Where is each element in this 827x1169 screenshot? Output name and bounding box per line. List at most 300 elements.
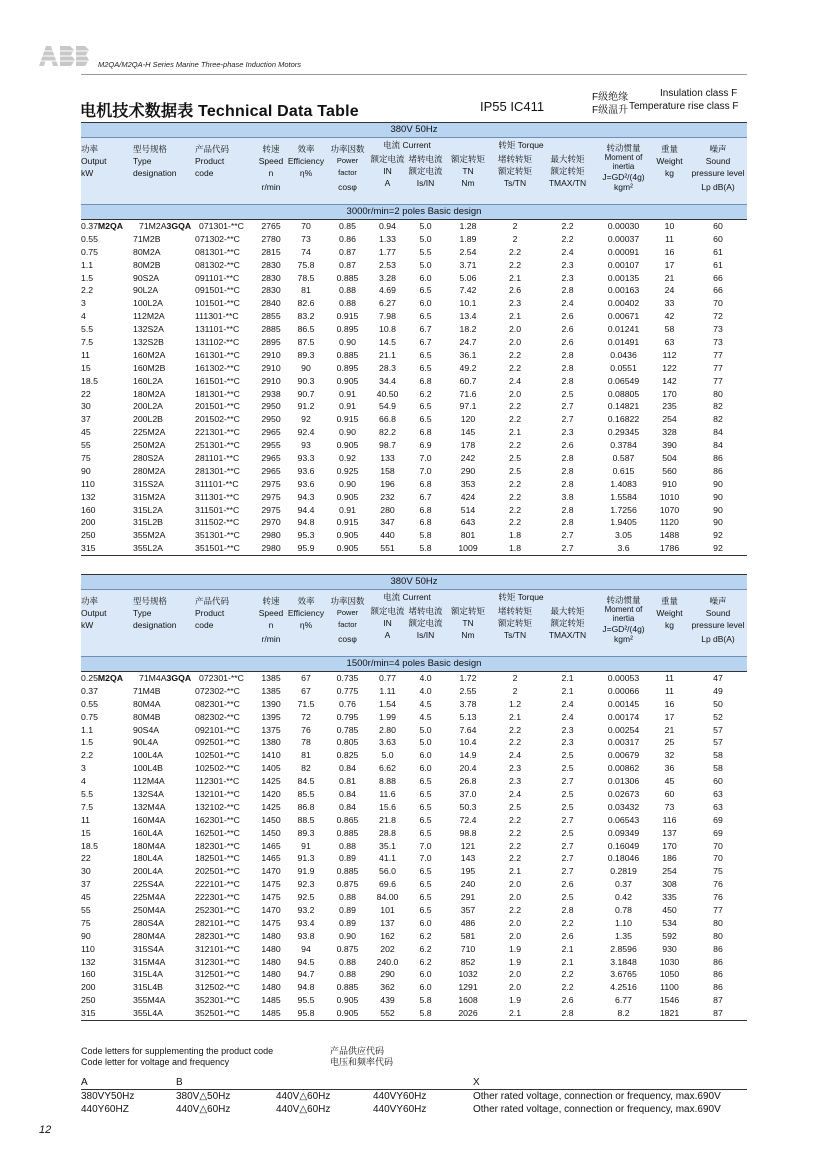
cell-tn: 2.55 xyxy=(459,685,477,696)
cell-tn: 486 xyxy=(460,917,476,928)
cell-lp: 63 xyxy=(713,801,723,812)
header-isin: 堵转电流 额定电流 Is/IN xyxy=(408,606,443,640)
cell-in: 240.0 xyxy=(376,956,399,967)
cell-code: 071302-**C xyxy=(195,233,240,244)
cell-isin: 6.5 xyxy=(419,866,432,877)
cell-lp: 47 xyxy=(713,673,723,683)
table-row xyxy=(81,801,747,814)
cell-in: 2.53 xyxy=(379,259,396,270)
cell-type: 200L2A xyxy=(133,401,163,412)
cell-isin: 6.8 xyxy=(419,517,432,528)
voltage-code-cell: 440V△60Hz xyxy=(276,1091,331,1102)
table-row xyxy=(81,904,747,917)
cell-eff: 94.7 xyxy=(297,969,315,980)
cell-tmax: 2.4 xyxy=(561,246,574,257)
cell-tstn: 2.2 xyxy=(508,246,522,257)
cell-in: 15.6 xyxy=(379,801,396,812)
header-isin: 堵转电流 额定电流 Is/IN xyxy=(408,154,443,188)
cell-pf: 0.925 xyxy=(336,465,359,476)
cell-lp: 92 xyxy=(713,530,723,541)
cell-tstn: 2.2 xyxy=(508,517,522,528)
cell-w: 36 xyxy=(664,763,675,774)
cell-tn: 2.54 xyxy=(459,246,477,257)
cell-tn: 13.4 xyxy=(459,311,477,322)
cell-tstn: 2.1 xyxy=(508,1008,522,1019)
cell-tn: 49.2 xyxy=(459,362,477,373)
cell-pf: 0.825 xyxy=(336,750,359,761)
cell-pf: 0.805 xyxy=(336,737,359,748)
cell-in: 0.77 xyxy=(379,673,396,683)
cell-j: 3.6765 xyxy=(610,969,637,980)
cell-lp: 52 xyxy=(713,711,723,722)
cell-tstn: 2.1 xyxy=(508,272,522,283)
cell-isin: 6.0 xyxy=(419,272,432,283)
cell-pf: 0.89 xyxy=(339,853,356,864)
cell-tn: 291 xyxy=(460,892,476,903)
table-row xyxy=(81,478,747,491)
cell-tstn: 1.2 xyxy=(508,698,522,709)
cell-type: 100L2A xyxy=(133,298,163,309)
cell-tn: 71.6 xyxy=(459,388,477,399)
cell-speed: 1480 xyxy=(261,982,281,993)
cell-tstn: 2.0 xyxy=(508,337,522,348)
cell-code: 071301-**C xyxy=(199,221,244,231)
cell-tstn: 2.0 xyxy=(508,892,522,903)
cell-tmax: 2.8 xyxy=(561,362,574,373)
cell-lp: 57 xyxy=(713,724,723,735)
cell-j: 0.01491 xyxy=(607,337,640,348)
cell-code: 202501-**C xyxy=(195,866,240,877)
cell-tn: 10.4 xyxy=(459,737,477,748)
cell-tn: 60.7 xyxy=(459,375,477,386)
cell-speed: 2895 xyxy=(261,337,281,348)
cell-tn: 120 xyxy=(460,414,476,425)
cell-w: 170 xyxy=(662,840,677,851)
cell-w: 235 xyxy=(662,401,677,412)
cell-eff: 70 xyxy=(301,221,311,231)
cell-j: 8.2 xyxy=(617,1008,630,1019)
table-row xyxy=(81,956,747,969)
code-prefix: 3GQA xyxy=(166,673,192,683)
cell-type: 315L2B xyxy=(133,517,163,528)
cell-lp: 90 xyxy=(713,504,723,515)
cell-lp: 66 xyxy=(713,285,723,296)
cell-tmax: 2.8 xyxy=(561,285,574,296)
table-row xyxy=(81,736,747,749)
cell-lp: 77 xyxy=(713,362,723,373)
cell-speed: 1450 xyxy=(261,814,281,825)
cell-isin: 6.5 xyxy=(419,401,432,412)
cell-kw: 30 xyxy=(81,401,91,412)
cell-pf: 0.885 xyxy=(336,827,359,838)
cell-type: 200L2B xyxy=(133,414,163,425)
cell-lp: 77 xyxy=(713,349,723,360)
cell-type: 112M2A xyxy=(133,311,165,322)
cell-in: 41.1 xyxy=(379,853,396,864)
table-row xyxy=(81,452,747,465)
cell-eff: 91.3 xyxy=(297,853,315,864)
cell-kw: 37 xyxy=(81,879,91,890)
cell-w: 1821 xyxy=(659,1008,680,1019)
header-code: 产品代码 Product code xyxy=(195,144,230,178)
cell-w: 45 xyxy=(664,776,675,787)
table-row xyxy=(81,284,747,297)
cell-kw: 55 xyxy=(81,905,91,916)
abb-logo xyxy=(39,46,89,66)
cell-j: 0.16049 xyxy=(607,840,640,851)
cell-w: 58 xyxy=(664,324,675,335)
cell-isin: 6.7 xyxy=(419,491,432,502)
cell-in: 40.50 xyxy=(376,388,399,399)
table-row xyxy=(81,840,747,853)
cell-eff: 94.8 xyxy=(297,982,315,993)
cell-lp: 90 xyxy=(713,517,723,528)
cell-j: 0.02673 xyxy=(607,789,640,800)
cell-pf: 0.895 xyxy=(336,324,359,335)
cell-in: 101 xyxy=(380,905,395,916)
cell-in: 4.69 xyxy=(379,285,396,296)
cell-tn: 353 xyxy=(460,478,476,489)
cell-type: 80M2A xyxy=(133,246,161,257)
cell-tn: 5.06 xyxy=(459,272,477,283)
cell-in: 1.77 xyxy=(379,246,396,257)
cell-j: 0.01241 xyxy=(607,324,640,335)
cell-code: 281101-**C xyxy=(195,453,240,464)
group-header-current: 电流 Current xyxy=(383,140,431,150)
cell-in: 10.8 xyxy=(379,324,396,335)
cell-lp: 70 xyxy=(713,853,723,864)
cell-j: 0.06543 xyxy=(607,814,640,825)
cell-w: 170 xyxy=(662,388,677,399)
cell-w: 142 xyxy=(662,375,677,386)
header-j: 转动惯量 Moment of inertia J=GD²/(4g) kgm² xyxy=(602,143,645,192)
cell-lp: 69 xyxy=(713,814,723,825)
cell-lp: 80 xyxy=(713,917,723,928)
cell-tstn: 2.4 xyxy=(508,750,522,761)
cell-lp: 58 xyxy=(713,763,723,774)
cell-w: 122 xyxy=(662,362,677,373)
cell-in: 11.6 xyxy=(379,789,396,800)
cell-speed: 1425 xyxy=(261,801,281,812)
cell-tn: 97.1 xyxy=(459,401,477,412)
cell-tmax: 2.5 xyxy=(561,750,574,761)
table-row xyxy=(81,491,747,504)
cell-code: 132101-**C xyxy=(195,789,240,800)
cell-tstn: 2.0 xyxy=(508,969,522,980)
cell-eff: 85.5 xyxy=(297,789,315,800)
cell-tmax: 2.8 xyxy=(561,517,574,528)
cell-pf: 0.785 xyxy=(336,724,359,735)
cell-code: 182301-**C xyxy=(195,840,240,851)
cell-tstn: 2.4 xyxy=(508,375,522,386)
cell-kw: 75 xyxy=(81,453,91,464)
poles-band: 1500r/min=4 poles Basic design xyxy=(81,656,747,672)
cell-eff: 75.8 xyxy=(297,259,315,270)
cell-pf: 0.84 xyxy=(339,789,356,800)
cell-type: 315M2A xyxy=(133,491,166,502)
cell-speed: 2765 xyxy=(261,221,281,231)
cell-kw: 45 xyxy=(81,427,91,438)
cell-speed: 1420 xyxy=(261,789,281,800)
header-tn: 额定转矩 TN Nm xyxy=(450,606,485,640)
table-row xyxy=(81,762,747,775)
header-tmax: 最大转矩 额定转矩 TMAX/TN xyxy=(548,154,587,188)
cell-tmax: 2.6 xyxy=(561,337,574,348)
cell-w: 16 xyxy=(664,698,675,709)
voltage-code-cell: 380V△50Hz xyxy=(176,1091,231,1102)
cell-tstn: 2.4 xyxy=(508,789,522,800)
cell-tmax: 2.3 xyxy=(561,724,574,735)
cell-tstn: 2.2 xyxy=(508,362,522,373)
cell-speed: 2955 xyxy=(261,440,281,451)
cell-lp: 86 xyxy=(713,956,723,967)
cell-lp: 61 xyxy=(713,259,723,270)
cell-pf: 0.885 xyxy=(336,866,359,877)
cell-pf: 0.84 xyxy=(339,801,356,812)
cell-eff: 94.3 xyxy=(297,491,315,502)
cell-code: 162301-**C xyxy=(195,814,240,825)
cell-w: 308 xyxy=(662,879,677,890)
cell-isin: 6.8 xyxy=(419,478,432,489)
cell-kw: 90 xyxy=(81,930,91,941)
cell-speed: 2965 xyxy=(261,465,281,476)
cell-tstn: 2.0 xyxy=(508,388,522,399)
cell-in: 5.0 xyxy=(381,750,394,761)
cell-j: 0.01306 xyxy=(607,776,640,787)
cell-speed: 1385 xyxy=(261,673,281,683)
cell-eff: 86.8 xyxy=(297,801,315,812)
cell-pf: 0.875 xyxy=(336,943,359,954)
cell-tmax: 2.8 xyxy=(561,905,574,916)
cell-tmax: 2.7 xyxy=(561,414,574,425)
cell-isin: 7.0 xyxy=(419,840,432,851)
cell-tmax: 2.5 xyxy=(561,789,574,800)
cell-in: 162 xyxy=(380,930,395,941)
cell-tmax: 2.6 xyxy=(561,440,574,451)
cell-kw: 22 xyxy=(81,388,91,399)
cell-lp: 86 xyxy=(713,969,723,980)
cell-tstn: 2.2 xyxy=(508,737,522,748)
section-table-2 xyxy=(81,574,747,1021)
cell-lp: 58 xyxy=(713,750,723,761)
cell-eff: 95.8 xyxy=(297,1008,315,1019)
column-header xyxy=(81,590,747,656)
cell-tn: 26.8 xyxy=(459,776,477,787)
cell-pf: 0.92 xyxy=(339,453,356,464)
cell-kw: 1.5 xyxy=(81,272,94,283)
cell-in: 3.63 xyxy=(379,737,396,748)
header-pf: 功率因数 Power factor cosφ xyxy=(330,144,365,192)
cell-tstn: 2.2 xyxy=(508,401,522,412)
cell-tmax: 2.5 xyxy=(561,827,574,838)
table-row xyxy=(81,865,747,878)
cell-type: 90L2A xyxy=(133,285,159,296)
cell-lp: 60 xyxy=(713,233,723,244)
cell-tmax: 2.1 xyxy=(561,673,574,683)
cell-type: 315L4B xyxy=(133,982,163,993)
cell-isin: 6.0 xyxy=(419,982,432,993)
cell-tn: 1032 xyxy=(458,969,478,980)
voltage-code-cell: 380VY50Hz xyxy=(81,1091,135,1102)
cell-type: 180L4A xyxy=(133,853,163,864)
cell-in: 6.62 xyxy=(379,763,396,774)
cell-in: 196 xyxy=(380,478,395,489)
cell-lp: 60 xyxy=(713,221,723,231)
cell-tn: 50.3 xyxy=(459,801,477,812)
cell-type: 90S2A xyxy=(133,272,160,283)
cell-eff: 90 xyxy=(301,362,311,373)
cell-pf: 0.88 xyxy=(339,956,356,967)
cell-code: 312101-**C xyxy=(195,943,240,954)
cell-tn: 1608 xyxy=(458,995,478,1006)
cell-j: 0.00053 xyxy=(607,673,640,683)
cell-speed: 1475 xyxy=(261,917,281,928)
cell-speed: 1480 xyxy=(261,930,281,941)
cell-tstn: 2.3 xyxy=(508,298,522,309)
cell-tmax: 2.4 xyxy=(561,698,574,709)
cell-w: 910 xyxy=(662,478,677,489)
header-code: 产品代码 Product code xyxy=(195,596,230,630)
cell-tstn: 2.1 xyxy=(508,711,522,722)
cell-in: 2.80 xyxy=(379,724,396,735)
cell-pf: 0.905 xyxy=(336,1008,359,1019)
cell-type: 160M4A xyxy=(133,814,166,825)
cell-w: 1120 xyxy=(660,517,679,528)
cell-in: 1.99 xyxy=(379,711,396,722)
cell-pf: 0.885 xyxy=(336,272,359,283)
cell-w: 42 xyxy=(664,311,675,322)
cell-tn: 178 xyxy=(460,440,476,451)
cell-lp: 50 xyxy=(713,698,723,709)
table-row xyxy=(81,439,747,452)
cell-eff: 95.5 xyxy=(297,995,315,1006)
table-row xyxy=(81,788,747,801)
cell-tstn: 2.2 xyxy=(508,491,522,502)
cell-tstn: 2.2 xyxy=(508,853,522,864)
cell-eff: 81 xyxy=(301,750,311,761)
cell-isin: 6.5 xyxy=(419,789,432,800)
cell-kw: 0.37M2QA xyxy=(81,221,124,231)
cell-kw: 1.5 xyxy=(81,737,94,748)
cell-isin: 6.7 xyxy=(419,324,432,335)
cell-tmax: 2.6 xyxy=(561,324,574,335)
cell-speed: 2830 xyxy=(261,285,281,296)
cell-speed: 1485 xyxy=(261,1008,281,1019)
cell-isin: 6.2 xyxy=(419,956,432,967)
cell-tn: 7.64 xyxy=(459,724,477,735)
cell-tmax: 2.7 xyxy=(561,543,574,554)
cell-type: 315S4A xyxy=(133,943,164,954)
cell-kw: 75 xyxy=(81,917,91,928)
voltage-code-row xyxy=(81,1090,747,1103)
cell-eff: 92 xyxy=(301,414,311,425)
cell-isin: 5.8 xyxy=(419,995,432,1006)
cell-pf: 0.915 xyxy=(336,517,359,528)
cell-lp: 69 xyxy=(713,827,723,838)
cell-pf: 0.795 xyxy=(336,711,359,722)
table-row xyxy=(81,246,747,259)
cell-lp: 73 xyxy=(713,337,723,348)
header-speed: 转速 Speed n r/min xyxy=(258,596,284,644)
code-letters-en: Code letters for supplementing the product code Code letter for voltage and frequency xyxy=(81,1046,274,1067)
cell-w: 17 xyxy=(664,259,675,270)
table-row xyxy=(81,672,747,685)
cell-tn: 290 xyxy=(460,465,476,476)
cell-isin: 4.5 xyxy=(419,698,432,709)
cell-pf: 0.905 xyxy=(336,530,359,541)
cell-tstn: 2 xyxy=(512,221,518,231)
cell-tstn: 1.8 xyxy=(508,530,522,541)
cell-eff: 86.5 xyxy=(297,324,315,335)
cell-code: 111301-**C xyxy=(195,311,239,322)
cell-tmax: 2.8 xyxy=(561,1008,574,1019)
cell-tmax: 2.6 xyxy=(561,930,574,941)
cell-isin: 6.5 xyxy=(419,311,432,322)
cell-in: 6.27 xyxy=(379,298,396,309)
cell-in: 82.2 xyxy=(379,427,396,438)
cell-speed: 1480 xyxy=(261,969,281,980)
cell-j: 0.78 xyxy=(615,905,632,916)
table-row xyxy=(81,310,747,323)
cell-w: 17 xyxy=(664,711,675,722)
cell-pf: 0.89 xyxy=(339,905,356,916)
cell-tmax: 2.8 xyxy=(561,478,574,489)
cell-j: 0.03432 xyxy=(607,801,640,812)
cell-w: 116 xyxy=(662,814,677,825)
cell-eff: 94.5 xyxy=(297,956,315,967)
cell-w: 25 xyxy=(664,737,675,748)
cell-tstn: 1.9 xyxy=(508,995,522,1006)
cell-eff: 78 xyxy=(301,737,311,748)
cell-kw: 2.2 xyxy=(81,285,94,296)
cell-in: 66.8 xyxy=(379,414,396,425)
cell-pf: 0.87 xyxy=(339,259,356,270)
cell-tmax: 2.5 xyxy=(561,388,574,399)
table-row xyxy=(81,259,747,272)
cell-in: 21.8 xyxy=(379,814,396,825)
cell-tn: 1291 xyxy=(458,982,478,993)
cell-isin: 6.5 xyxy=(419,414,432,425)
cell-pf: 0.88 xyxy=(339,840,356,851)
voltage-code-cell: 440VY60Hz xyxy=(373,1091,427,1102)
table-row xyxy=(81,685,747,698)
cell-speed: 2965 xyxy=(261,453,281,464)
cell-eff: 90.3 xyxy=(297,375,315,386)
cell-kw: 15 xyxy=(81,827,91,838)
cell-code: 352501-**C xyxy=(195,1008,240,1019)
table-row xyxy=(81,981,747,994)
cell-type: 80M4B xyxy=(133,711,161,722)
cell-eff: 93.6 xyxy=(297,465,315,476)
cell-tn: 195 xyxy=(460,866,476,877)
cell-tn: 1009 xyxy=(458,543,478,554)
table-row xyxy=(81,426,747,439)
cell-pf: 0.905 xyxy=(336,375,359,386)
cell-j: 1.5584 xyxy=(610,491,637,502)
cell-type: 132S2A xyxy=(133,324,164,335)
cell-kw: 15 xyxy=(81,362,91,373)
cell-j: 0.00163 xyxy=(607,285,640,296)
cell-lp: 82 xyxy=(713,414,723,425)
series-subtitle: M2QA/M2QA-H Series Marine Three-phase Induction Motors xyxy=(98,60,301,69)
cell-speed: 2975 xyxy=(261,491,281,502)
cell-type: 250M4A xyxy=(133,905,166,916)
cell-pf: 0.88 xyxy=(339,892,356,903)
cell-tmax: 2.2 xyxy=(561,969,574,980)
cell-eff: 93.3 xyxy=(297,453,315,464)
table-row xyxy=(81,827,747,840)
group-header-torque: 转矩 Torque xyxy=(498,592,544,602)
